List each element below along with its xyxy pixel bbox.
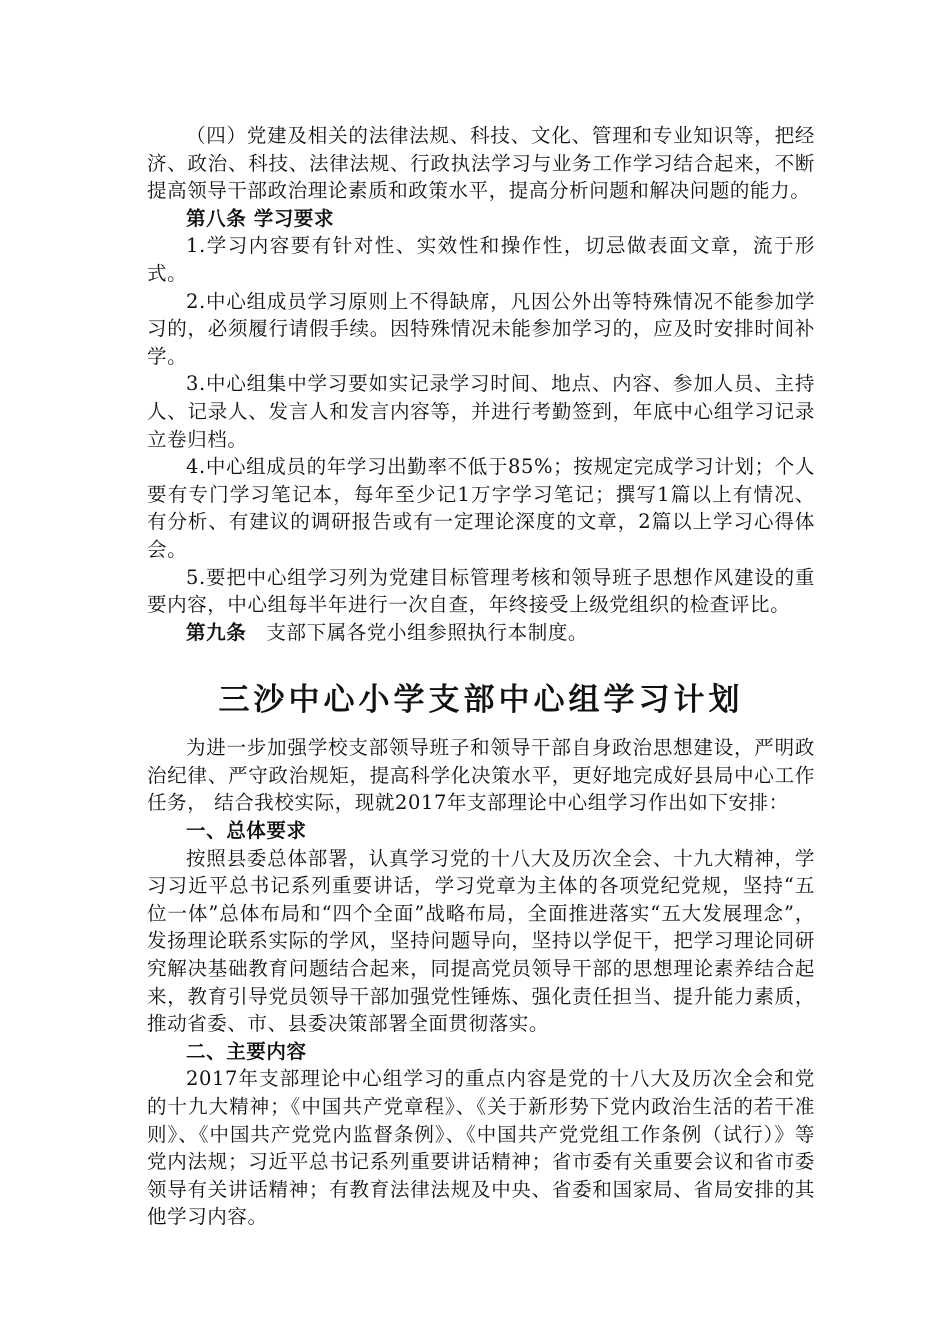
section-heading-general-requirements: 一、总体要求 — [186, 819, 307, 843]
requirement-5: 5.要把中心组学习列为党建目标管理考核和领导班子思想作风建设的重要内容，中心组每半年进行一次自查，年终接受上级党组织的检查评比。 — [147, 565, 815, 617]
requirement-1: 1.学习内容要有针对性、实效性和操作性，切忌做表面文章，流于形式。 — [147, 234, 815, 285]
article-9 — [147, 619, 815, 647]
section-heading-main-content: 二、主要内容 — [186, 1039, 307, 1063]
article-9-text: 支部下属各党小组参照执行本制度。 — [246, 620, 589, 644]
paragraph-item-4: （四）党建及相关的法律法规、科技、文化、管理和专业知识等，把经济、政治、科技、法律法规、行政执法学习与业务工作学习结合起来，不断提高领导干部政治理论素质和政策水平，提高分析问题和解决问题的能力。 — [147, 124, 815, 203]
main-content-body: 2017年支部理论中心组学习的重点内容是党的十八大及历次全会和党的十九大精神；《中国共产党章程》、《关于新形势下党内政治生活的若干准则》、《中国共产党党内监督条例》、《中国共产党党组工作条例（试行）》等党内法规；习近平总书记系列重要讲话精神；省市委有关重要会议和省市委领导有关讲话精神；有教育法律法规及中央、省委和国家局、省局安排的其他学习内容。 — [147, 1067, 815, 1229]
requirement-3: 3.中心组集中学习要如实记录学习时间、地点、内容、参加人员、主持人、记录人、发言人和发言内容等，并进行考勤签到，年底中心组学习记录立卷归档。 — [147, 372, 815, 451]
document-page — [147, 122, 815, 1231]
article-9-label: 第九条 — [186, 620, 247, 644]
plan-title: 三沙中心小学支部中心组学习计划 — [218, 682, 744, 719]
general-requirements-body: 按照县委总体部署，认真学习党的十八大及历次全会、十九大精神，学习习近平总书记系列重要讲话，学习党章为主体的各项党纪党规，坚持“五位一体”总体布局和“四个全面”战略布局，全面推进落实“五大发展理念”，发扬理论联系实际的学风，坚持问题导向，坚持以学促干，把学习理论同研究解决基础教育问题结合起来，同提高党员领导干部的思想理论素养结合起来，教育引导党员领导干部加强党性锤炼、强化责任担当、提升能力素质，推动省委、市、县委决策部署全面贯彻落实。 — [147, 846, 815, 1036]
plan-intro: 为进一步加强学校支部领导班子和领导干部自身政治思想建设，严明政治纪律、严守政治规矩，提高科学化决策水平，更好地完成好县局中心工作任务， 结合我校实际，现就2017年支部理论中心组学习作出如下安排： — [147, 736, 815, 815]
article-8-heading: 第八条 学习要求 — [186, 206, 335, 230]
requirement-4: 4.中心组成员的年学习出勤率不低于85%；按规定完成学习计划；个人要有专门学习笔记本，每年至少记1万字学习笔记；撰写1篇以上有情况、有分析、有建议的调研报告或有一定理论深度的文章，2篇以上学习心得体会。 — [147, 455, 815, 561]
requirement-2: 2.中心组成员学习原则上不得缺席，凡因公外出等特殊情况不能参加学习的，必须履行请假手续。因特殊情况未能参加学习的，应及时安排时间补学。 — [147, 289, 815, 368]
